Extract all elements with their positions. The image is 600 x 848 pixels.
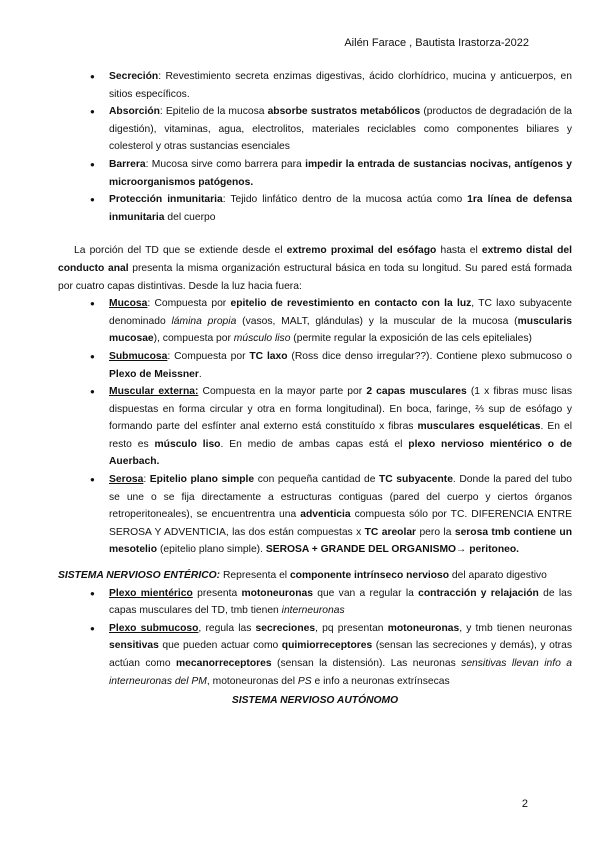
- list-item: ● Absorción: Epitelio de la mucosa absorbe sustratos metabólicos (productos de degradación de la digestión), vitaminas, agua, electrolitos, materiales reciclables como componentes biliares y colesterol y otras sustancias esenciales: [58, 103, 572, 156]
- list-item-submucoso: ● Plexo submucoso, regula las secreciones, pq presentan motoneuronas, y tmb tienen neuronas sensitivas que pueden actuar como quimiorreceptores (sensan las secreciones y demás), y otras actúan como mecanorreceptores (sensan la distensión). Las neuronas sensitivas llevan info a interneuronas del PM, motoneuronas del PS e info a neuronas extrínsecas: [58, 620, 572, 690]
- functions-list: [58, 68, 572, 226]
- section-title-sna: SISTEMA NERVIOSO AUTÓNOMO: [231, 695, 399, 707]
- list-item-mucosa: ● Mucosa: Compuesta por epitelio de revestimiento en contacto con la luz, TC laxo subyacente denominado lámina propia (vasos, MALT, glándulas) y la muscular de la mucosa (muscularis mucosae), compuesta por músculo liso (permite regular la exposición de las cels epiteliales): [58, 295, 572, 348]
- list-item-mienterico: ● Plexo mientérico presenta motoneuronas que van a regular la contracción y relajación de las capas musculares del TD, tmb tienen interneuronas: [58, 585, 572, 620]
- plexus-list: [58, 585, 572, 691]
- intro-paragraph: La porción del TD que se extiende desde el extremo proximal del esófago hasta el extremo distal del conducto anal presenta la misma organización estructural básica en toda su longitud. Su pared está formada por cuatro capas distintivas. Desde la luz hacia fuera:: [58, 245, 572, 292]
- page-number: 2: [521, 798, 528, 810]
- document-body: [58, 68, 572, 710]
- list-item-submucosa: ● Submucosa: Compuesta por TC laxo (Ross dice denso irregular??). Contiene plexo submucoso o Plexo de Meissner.: [58, 348, 572, 383]
- list-item: ● Barrera: Mucosa sirve como barrera para impedir la entrada de sustancias nocivas, antígenos y microorganismos patógenos.: [58, 156, 572, 191]
- sne-paragraph: SISTEMA NERVIOSO ENTÉRICO: Representa el componente intrínseco nervioso del aparato digestivo: [58, 570, 547, 582]
- list-item-muscular: ● Muscular externa: Compuesta en la mayor parte por 2 capas musculares (1 x fibras musc lisas dispuestas en forma circular y otra en forma longitudinal). En boca, faringe, ⅔ sup de esófago y formando parte del esfínter anal externo está constituído x fibras musculares esqueléticas. En el resto es músculo liso. En medio de ambas capas está el plexo nervioso mientérico o de Auerbach.: [58, 383, 572, 471]
- list-item: ● Secreción: Revestimiento secreta enzimas digestivas, ácido clorhídrico, mucina y anticuerpos, en sitios específicos.: [58, 68, 572, 103]
- page-header: Ailén Farace , Bautista Irastorza-2022: [344, 37, 529, 49]
- list-item: ● Protección inmunitaria: Tejido linfático dentro de la mucosa actúa como 1ra línea de defensa inmunitaria del cuerpo: [58, 191, 572, 226]
- layers-list: [58, 295, 572, 559]
- list-item-serosa: ● Serosa: Epitelio plano simple con pequeña cantidad de TC subyacente. Donde la pared del tubo se une o se fija directamente a estructuras contiguas (pared del cuerpo y ciertos órganos retroperitoneales), se encuentrentra una adventicia compuesta sólo por TC. DIFERENCIA ENTRE SEROSA Y ADVENTICIA, las dos están compuestas x TC areolar pero la serosa tmb contiene un mesotelio (epitelio plano simple). SEROSA + GRANDE DEL ORGANISMO→ peritoneo.: [58, 471, 572, 559]
